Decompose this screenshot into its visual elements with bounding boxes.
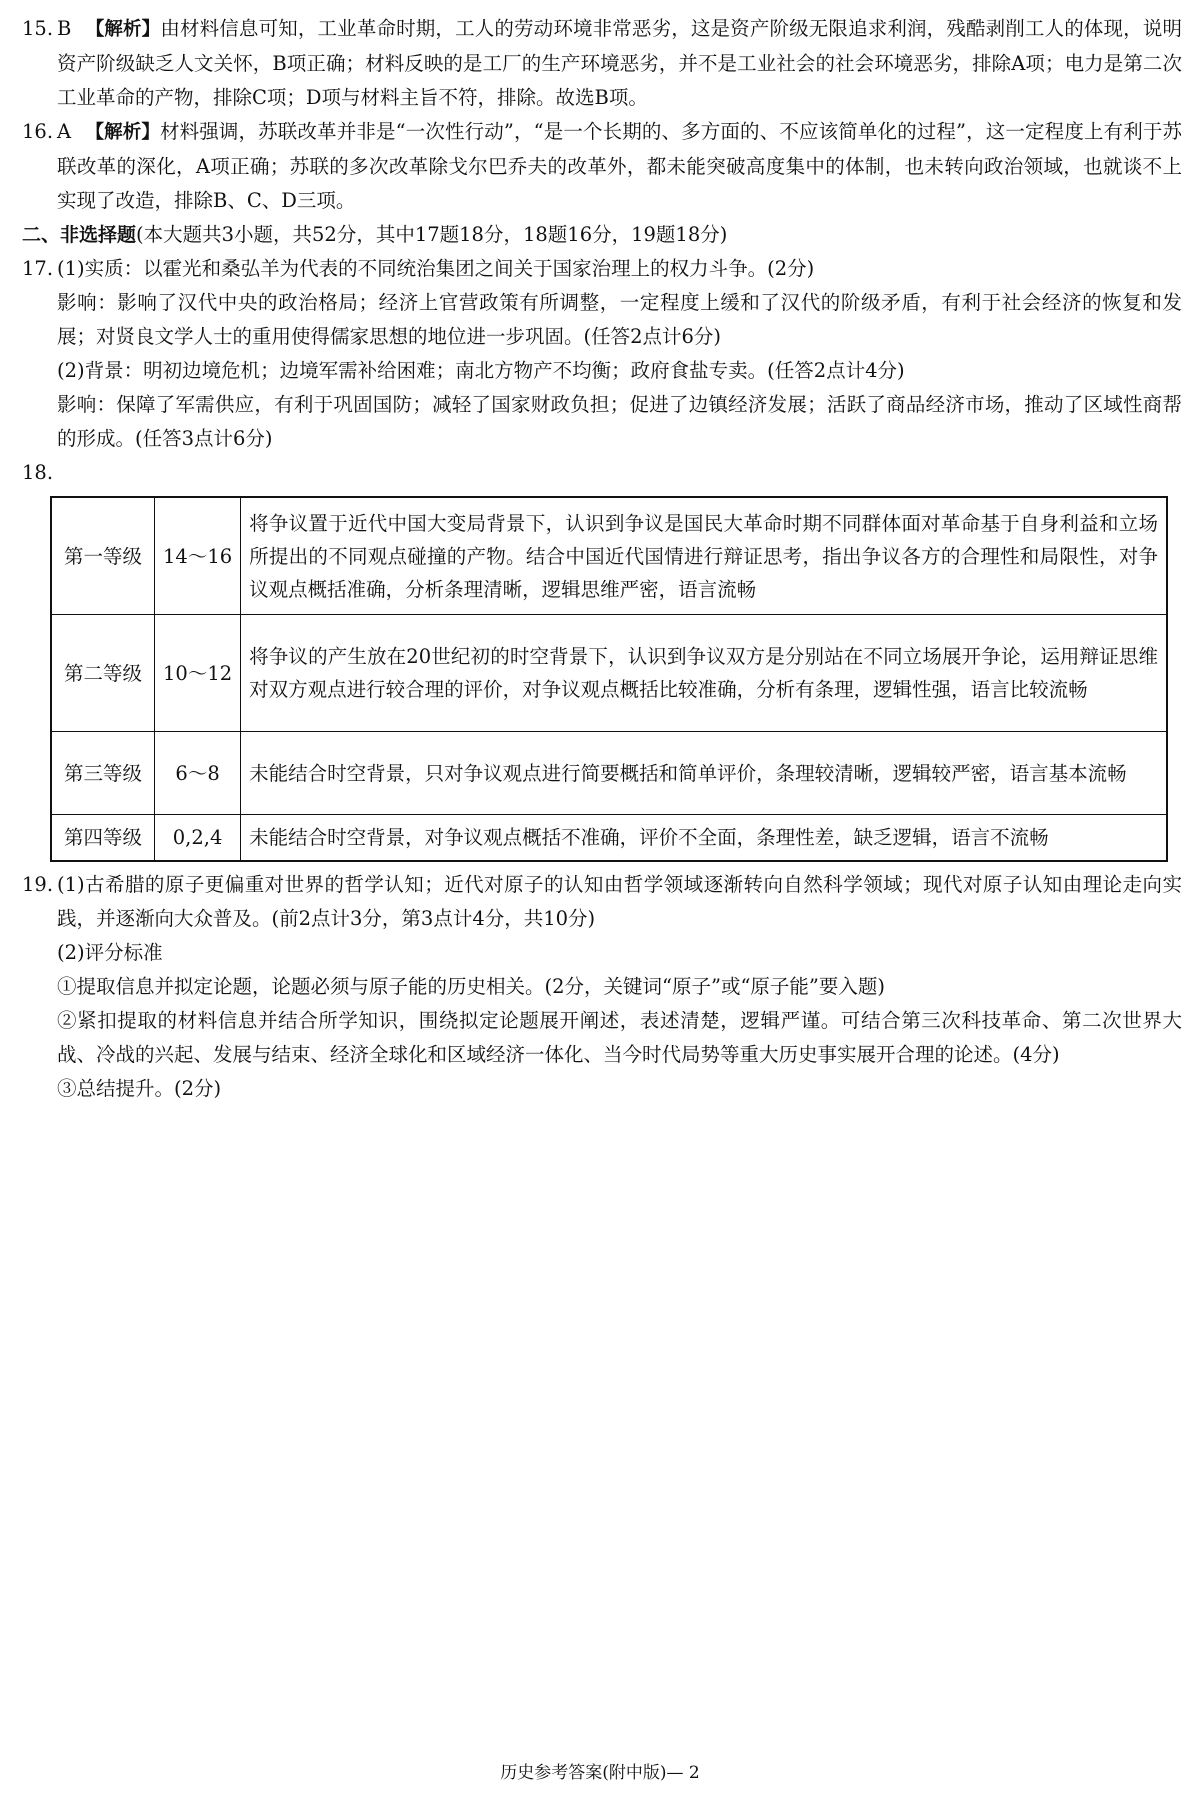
- description-cell: 将争议置于近代中国大变局背景下，认识到争议是国民大革命时期不同群体面对革命基于自身利益和立场所提出的不同观点碰撞的产物。结合中国近代国情进行辩证思考，指出争议各方的合理性和局限性，对争议观点概括准确，分析条理清晰，逻辑思维严密，语言流畅: [241, 497, 1167, 615]
- question-number: 19.: [22, 873, 54, 896]
- analysis-tag: 【解析】: [85, 19, 161, 40]
- table-row: [51, 615, 1167, 732]
- q19-p4: ②紧扣提取的材料信息并结合所学知识，围绕拟定论题展开阐述，表述清楚，逻辑严谨。可结合第三次科技革命、第二次世界大战、冷战的兴起、发展与结束、经济全球化和区域经济一体化、当今时代局势等重大历史事实展开合理的论述。(4分): [57, 1009, 1182, 1066]
- section-title: 二、非选择题: [22, 224, 137, 246]
- answer-page: [22, 12, 1182, 1106]
- question-17-part1: [22, 252, 1182, 286]
- q17-p2: 影响：影响了汉代中央的政治格局；经济上官营政策有所调整，一定程度上缓和了汉代的阶级矛盾，有利于社会经济的恢复和发展；对贤良文学人士的重用使得儒家思想的地位进一步巩固。(任答2点计6分): [57, 291, 1182, 348]
- score-cell: 6～8: [155, 732, 241, 815]
- question-15: [22, 12, 1182, 115]
- question-number: 15.: [22, 17, 54, 40]
- q19-p5: ③总结提升。(2分): [57, 1077, 222, 1100]
- description-cell: 未能结合时空背景，只对争议观点进行简要概括和简单评价，条理较清晰，逻辑较严密，语言基本流畅: [241, 732, 1167, 815]
- section-heading: [22, 218, 1182, 252]
- table-row: [51, 732, 1167, 815]
- table-row: [51, 815, 1167, 862]
- q19-p1: (1)古希腊的原子更偏重对世界的哲学认知；近代对原子的认知由哲学领域逐渐转向自然科学领域；现代对原子认知由理论走向实践，并逐渐向大众普及。(前2点计3分，第3点计4分，共10分): [57, 873, 1182, 930]
- description-cell: 将争议的产生放在20世纪初的时空背景下，认识到争议双方是分别站在不同立场展开争论，运用辩证思维对双方观点进行较合理的评价，对争议观点概括比较准确，分析有条理，逻辑性强，语言比较流畅: [241, 615, 1167, 732]
- question-number: 16.: [22, 120, 54, 143]
- question-18-label: [22, 456, 1182, 490]
- score-cell: 10～12: [155, 615, 241, 732]
- level-cell: 第二等级: [51, 615, 155, 732]
- table-row: [51, 497, 1167, 615]
- level-cell: 第四等级: [51, 815, 155, 862]
- score-cell: 0,2,4: [155, 815, 241, 862]
- q19-p2: (2)评分标准: [57, 941, 163, 964]
- answer-letter: B: [57, 17, 72, 40]
- q17-p4: 影响：保障了军需供应，有利于巩固国防；减轻了国家财政负担；促进了边镇经济发展；活跃了商品经济市场，推动了区域性商帮的形成。(任答3点计6分): [57, 393, 1182, 450]
- analysis-text: 由材料信息可知，工业革命时期，工人的劳动环境非常恶劣，这是资产阶级无限追求利润，残酷剥削工人的体现，说明资产阶级缺乏人文关怀，B项正确；材料反映的是工厂的生产环境恶劣，并不是工业社会的社会环境恶劣，排除A项；电力是第二次工业革命的产物，排除C项；D项与材料主旨不符，排除。故选B项。: [57, 17, 1182, 109]
- q17-p3: (2)背景：明初边境危机；边境军需补给困难；南北方物产不均衡；政府食盐专卖。(任答2点计4分): [57, 359, 905, 382]
- analysis-text: 材料强调，苏联改革并非是“一次性行动”，“是一个长期的、多方面的、不应该简单化的过程”，这一定程度上有利于苏联改革的深化，A项正确；苏联的多次改革除戈尔巴乔夫的改革外，都未能突破高度集中的体制，也未转向政治领域，也就谈不上实现了改造，排除B、C、D三项。: [57, 120, 1182, 212]
- answer-letter: A: [57, 120, 72, 143]
- question-19-part1: [22, 868, 1182, 936]
- page-footer: 历史参考答案(附中版)— 2: [500, 1763, 700, 1783]
- question-16: [22, 115, 1182, 218]
- q17-p1: (1)实质：以霍光和桑弘羊为代表的不同统治集团之间关于国家治理上的权力斗争。(2分): [57, 257, 815, 280]
- question-number: 18.: [22, 461, 54, 484]
- section-note: (本大题共3小题，共52分，其中17题18分，18题16分，19题18分): [136, 223, 728, 246]
- score-cell: 14～16: [155, 497, 241, 615]
- analysis-tag: 【解析】: [85, 122, 160, 143]
- q19-p3: ①提取信息并拟定论题，论题必须与原子能的历史相关。(2分，关键词“原子”或“原子能”要入题): [57, 975, 885, 998]
- level-cell: 第一等级: [51, 497, 155, 615]
- description-cell: 未能结合时空背景，对争议观点概括不准确，评价不全面，条理性差，缺乏逻辑，语言不流畅: [241, 815, 1167, 862]
- grading-rubric-table: [50, 496, 1168, 862]
- question-number: 17.: [22, 257, 54, 280]
- level-cell: 第三等级: [51, 732, 155, 815]
